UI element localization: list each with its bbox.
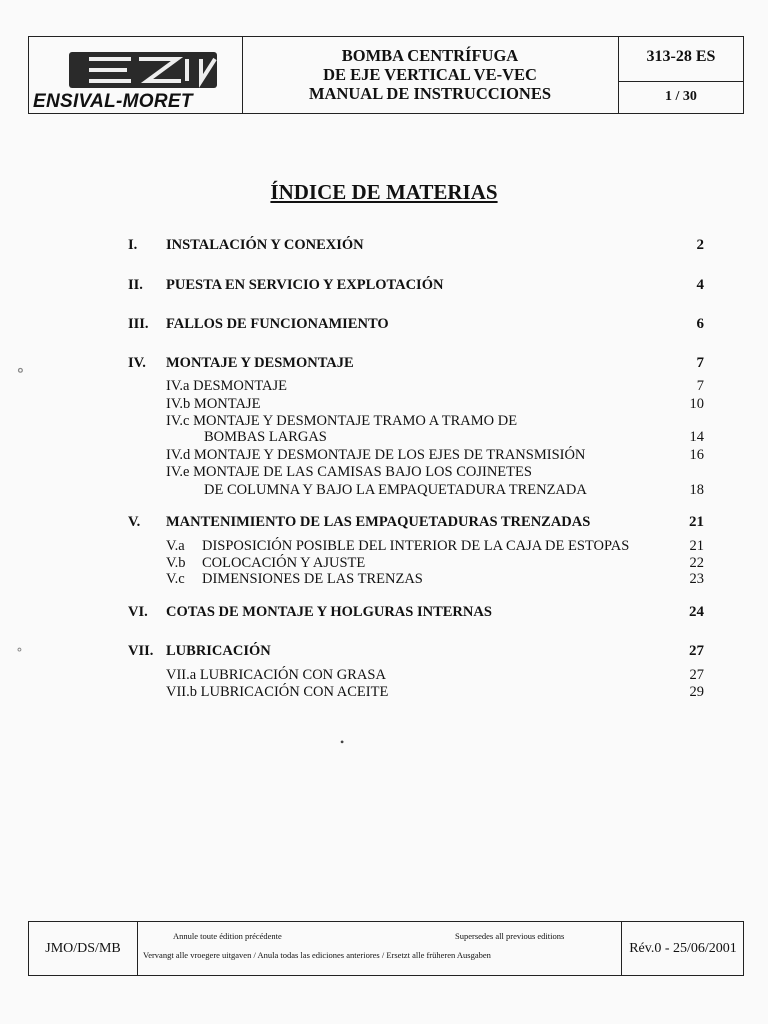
toc-subentry-label: VII.a LUBRICACIÓN CON GRASA (166, 667, 386, 683)
toc-entry-page: 6 (696, 316, 704, 332)
toc-entry-label: INSTALACIÓN Y CONEXIÓN (166, 237, 364, 253)
revision-date: Rév.0 - 25/06/2001 (621, 922, 744, 975)
document-title (242, 37, 619, 113)
logo-text: ENSIVAL-MORET (33, 91, 193, 112)
toc-entry-number: I. (128, 237, 138, 253)
toc-entry-number: IV. (128, 355, 146, 371)
document-header (28, 36, 744, 114)
toc-subentry-page: 10 (689, 396, 704, 412)
toc-entry-page: 7 (696, 355, 704, 371)
toc-entry-page: 4 (696, 277, 704, 293)
toc-entry-page: 2 (696, 237, 704, 253)
document-footer (28, 921, 744, 976)
edition-note-multi: Vervangt alle vroegere uitgaven / Anula todas las ediciones anteriores / Ersetzt alle früheren Ausgaben (143, 950, 491, 960)
toc-subentry-label: IV.a DESMONTAJE (166, 378, 288, 394)
toc-subentry-label: IV.c MONTAJE Y DESMONTAJE TRAMO A TRAMO DE (166, 413, 518, 429)
toc-entry-label: MANTENIMIENTO DE LAS EMPAQUETADURAS TRENZADAS (166, 514, 591, 530)
edition-note-fr: Annule toute édition précédente (173, 931, 282, 941)
toc-subentry-label: DE COLUMNA Y BAJO LA EMPAQUETADURA TRENZADA (204, 482, 587, 498)
toc-title: ÍNDICE DE MATERIAS (270, 180, 498, 204)
company-logo (29, 37, 243, 113)
toc-subentry-page: 14 (689, 429, 704, 445)
toc-subentry-page: 22 (689, 555, 704, 571)
toc-subentry-page: 27 (689, 667, 704, 683)
toc-entry-number: VII. (128, 643, 154, 659)
title-line-2: DE EJE VERTICAL VE-VEC (323, 65, 537, 84)
toc-subentry-page: 29 (689, 684, 704, 700)
document-code: 313-28 ES (619, 37, 743, 82)
toc-subentry-label: IV.e MONTAJE DE LAS CAMISAS BAJO LOS COJINETES (166, 464, 532, 480)
toc-subentry-page: 7 (696, 378, 704, 394)
title-line-1: BOMBA CENTRÍFUGA (341, 46, 519, 65)
scan-mark: ∘ (16, 643, 23, 658)
scan-mark: ∘ (16, 360, 25, 380)
toc-entry-page: 24 (689, 604, 704, 620)
toc-entry-label: COTAS DE MONTAJE Y HOLGURAS INTERNAS (166, 604, 492, 620)
toc-entry-label: MONTAJE Y DESMONTAJE (166, 355, 354, 371)
toc-entry-page: 27 (689, 643, 704, 659)
toc-entry-number: VI. (128, 604, 148, 620)
toc-entry-label: PUESTA EN SERVICIO Y EXPLOTACIÓN (166, 277, 444, 293)
toc-entry-number: V. (128, 514, 141, 530)
title-line-3: MANUAL DE INSTRUCCIONES (308, 84, 552, 103)
toc-entry-page: 21 (689, 514, 704, 530)
toc-entry-number: III. (128, 316, 149, 332)
toc-subentry-code: V.a (166, 538, 185, 554)
toc-subentry-page: 23 (689, 571, 704, 587)
esm-logo-icon (69, 46, 217, 96)
author-initials: JMO/DS/MB (29, 922, 138, 975)
edition-notes (137, 922, 621, 975)
toc-subentry-code: V.b (166, 555, 186, 571)
page-number: 1 / 30 (665, 89, 697, 104)
toc-subentry-label: IV.d MONTAJE Y DESMONTAJE DE LOS EJES DE TRANSMISIÓN (166, 447, 586, 463)
toc-subentry-page: 16 (689, 447, 704, 463)
toc-subentry-page: 21 (689, 538, 704, 554)
toc-subentry-label: IV.b MONTAJE (166, 396, 261, 412)
toc-subentry-label: DIMENSIONES DE LAS TRENZAS (202, 571, 423, 587)
toc-entry-label: LUBRICACIÓN (166, 643, 271, 659)
toc-subentry-label: COLOCACIÓN Y AJUSTE (202, 555, 366, 571)
toc-subentry-code: V.c (166, 571, 185, 587)
toc-entry-label: FALLOS DE FUNCIONAMIENTO (166, 316, 389, 332)
toc-subentry-label: DISPOSICIÓN POSIBLE DEL INTERIOR DE LA CAJA DE ESTOPAS (202, 538, 630, 554)
toc-subentry-label: BOMBAS LARGAS (204, 429, 327, 445)
edition-note-en: Supersedes all previous editions (455, 931, 565, 941)
toc-subentry-page: 18 (689, 482, 704, 498)
toc-subentry-label: VII.b LUBRICACIÓN CON ACEITE (166, 684, 389, 700)
scan-mark: • (340, 735, 345, 749)
toc-entry-number: II. (128, 277, 143, 293)
